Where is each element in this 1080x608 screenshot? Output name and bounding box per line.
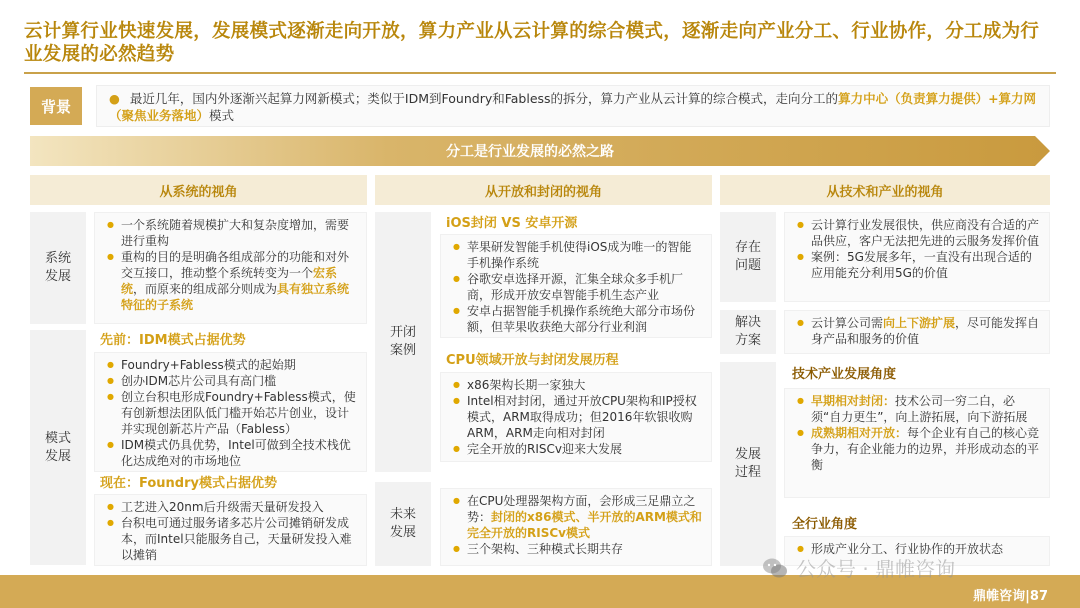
side-label-system: 系统 发展 <box>30 212 86 324</box>
side-label-process: 发展 过程 <box>720 362 776 566</box>
column-header-tech: 从技术和产业的视角 <box>720 175 1050 205</box>
ios-title: iOS封闭 VS 安卓开源 <box>446 216 578 231</box>
side-label-case: 开闭 案例 <box>375 212 431 472</box>
background-label: 背景 <box>30 87 82 125</box>
title-divider <box>24 72 1056 74</box>
cpu-title: CPU领域开放与封闭发展历程 <box>446 353 619 368</box>
background-text: 最近几年，国内外逐渐兴起算力网新模式；类似于IDM到Foundry和Fabless的拆分，算力产业从云计算的综合模式，走向分工的 <box>129 91 839 106</box>
wechat-icon <box>762 557 788 579</box>
background-box <box>96 85 1050 127</box>
before-title: 先前：IDM模式占据优势 <box>100 333 246 348</box>
side-label-mode: 模式 发展 <box>30 330 86 565</box>
list-item: ● 云计算公司需向上下游扩展，尽可能发挥自身产品和服务的价值 <box>793 315 1041 347</box>
list-item: ● 在CPU处理器架构方面，会形成三足鼎立之势：封闭的x86模式、半开放的ARM模式和完全开放的RISCv模式 <box>449 493 703 541</box>
tech-title: 技术产业发展角度 <box>792 367 897 382</box>
now-title: 现在：Foundry模式占据优势 <box>100 476 277 491</box>
now-box <box>94 494 367 566</box>
solution-box <box>784 310 1050 354</box>
list-item: ● 完全开放的RISCv迎来大发展 <box>449 441 703 457</box>
side-label-problem: 存在 问题 <box>720 212 776 302</box>
background-suffix: 模式 <box>209 108 235 123</box>
list-item: ● IDM模式仍具优势，Intel可做到全技术栈优化达成绝对的市场地位 <box>103 437 358 469</box>
background-highlight: 算力中心（负责算力提供）+算力网（聚焦业务落地） <box>109 91 1037 123</box>
system-box <box>94 212 367 324</box>
list-item: ● 工艺进入20nm后升级需天量研发投入 <box>103 499 358 515</box>
ios-box <box>440 234 712 338</box>
tech-box <box>784 388 1050 498</box>
cpu-box <box>440 372 712 462</box>
future-box <box>440 488 712 566</box>
side-label-future: 未来 发展 <box>375 482 431 566</box>
list-item: ● 成熟期相对开放：每个企业有自己的核心竞争力，有企业能力的边界，并形成动态的平衡 <box>793 425 1041 473</box>
list-item: ● 早期相对封闭：技术公司一穷二白，必须“自力更生”，向上游拓展，向下游拓展 <box>793 393 1041 425</box>
watermark-text: 公众号 · 鼎帷咨询 <box>796 557 956 581</box>
list-item: ● 安卓占据智能手机操作系统绝大部分市场份额，但苹果收获绝大部分行业利润 <box>449 303 703 335</box>
list-item: ● 重构的目的是明确各组成部分的功能和对外交互接口，推动整个系统转变为一个宏系统，而原来的组成部分则成为具有独立系统特征的子系统 <box>103 249 358 313</box>
list-item: ● Foundry+Fabless模式的起始期 <box>103 357 358 373</box>
slide-title: 云计算行业快速发展，发展模式逐渐走向开放，算力产业从云计算的综合模式，逐渐走向产业分工、行业协作，分工成为行业发展的必然趋势 <box>24 21 1040 65</box>
bullet-icon: ● <box>109 91 120 106</box>
list-item: ● Intel相对封闭，通过开放CPU架构和IP授权模式，ARM取得成功；但2016年软银收购ARM，ARM走向相对封闭 <box>449 393 703 441</box>
list-item: ● 台积电可通过服务诸多芯片公司摊销研发成本，而Intel只能服务自己，天量研发投入难以摊销 <box>103 515 358 563</box>
industry-title: 全行业角度 <box>792 517 858 532</box>
before-box <box>94 352 367 472</box>
column-header-system: 从系统的视角 <box>30 175 367 205</box>
list-item: ● 创立台积电形成Foundry+Fabless模式，使有创新想法团队低门槛开始芯片创业，设计并实现创新芯片产品（Fabless） <box>103 389 358 437</box>
column-header-open: 从开放和封闭的视角 <box>375 175 712 205</box>
list-item: ● x86架构长期一家独大 <box>449 377 703 393</box>
list-item: ● 案例：5G发展多年，一直没有出现合适的应用能充分利用5G的价值 <box>793 249 1041 281</box>
list-item: ● 创办IDM芯片公司具有高门槛 <box>103 373 358 389</box>
list-item: ● 三个架构、三种模式长期共存 <box>449 541 703 557</box>
footer-brand: 鼎帷咨询|87 <box>973 589 1048 604</box>
side-label-solution: 解决 方案 <box>720 310 776 354</box>
list-item: ● 谷歌安卓选择开源，汇集全球众多手机厂商，形成开放安卓智能手机生态产业 <box>449 271 703 303</box>
problem-box <box>784 212 1050 302</box>
banner-title: 分工是行业发展的必然之路 <box>446 144 614 160</box>
list-item: ● 苹果研发智能手机使得iOS成为唯一的智能手机操作系统 <box>449 239 703 271</box>
list-item: ● 形成产业分工、行业协作的开放状态 <box>793 541 1041 557</box>
watermark <box>762 553 955 582</box>
list-item: ● 一个系统随着规模扩大和复杂度增加，需要进行重构 <box>103 217 358 249</box>
list-item: ● 云计算行业发展很快，供应商没有合适的产品供应，客户无法把先进的云服务发挥价值 <box>793 217 1041 249</box>
